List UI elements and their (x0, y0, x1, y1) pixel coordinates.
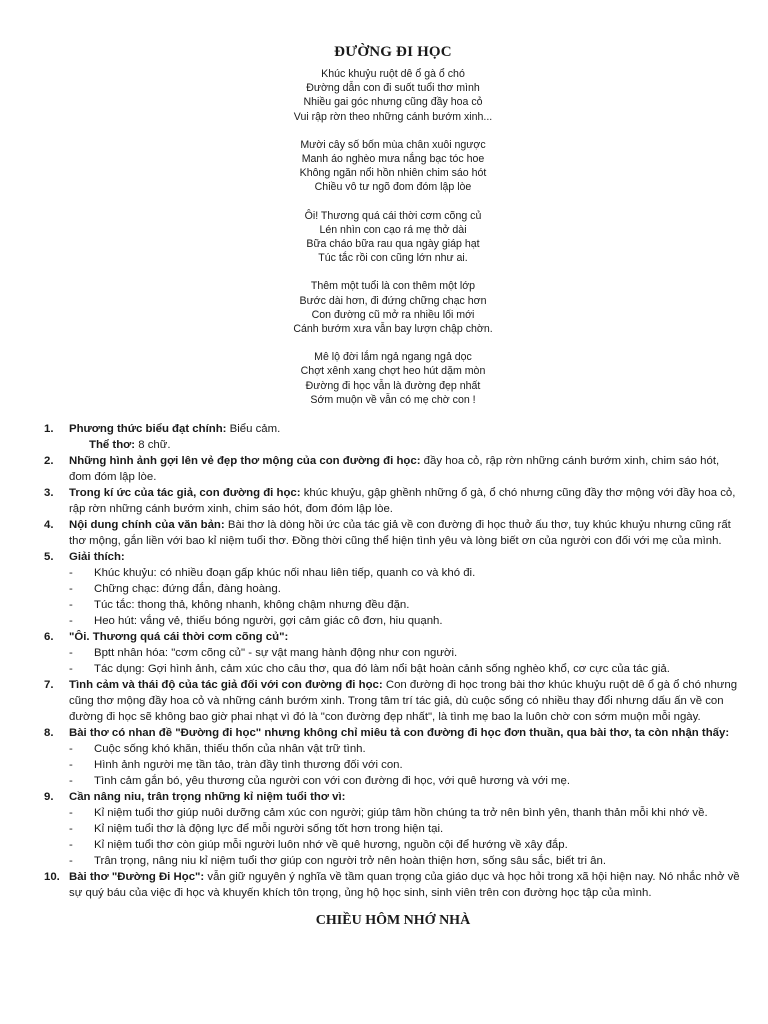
bullet-item (69, 757, 742, 773)
bullet-list (69, 741, 742, 789)
item-number: 10. (44, 871, 60, 884)
item-question: Nội dung chính của văn bản: (69, 519, 225, 532)
bullet-item (69, 853, 742, 869)
item-number: 4. (44, 519, 54, 532)
bullet-text: Trân trọng, nâng niu kỉ niệm tuổi thơ giúp con người trở nên hoàn thiện hơn, sống sâu sắc, biết tri ân. (94, 855, 606, 868)
dash-marker: - (69, 615, 73, 628)
item-number: 9. (44, 791, 54, 804)
item-answer: Biểu cảm. (226, 423, 281, 436)
poem-line: Mê lộ đời lắm ngả ngang ngả dọc (314, 351, 472, 364)
item-question: Những hình ảnh gợi lên vẻ đẹp thơ mộng của con đường đi học: (69, 455, 421, 468)
next-poem-title: CHIỀU HÔM NHỚ NHÀ (315, 913, 471, 929)
item-answer: vẫn giữ nguyên ý nghĩa về tầm quan trọng của giáo dục và học hỏi trong xã hội hiện nay. Nó nhắc nhở về sự quý báu của việc đi học và khuyến khích tôn trọng, ủng hộ học sinh, sinh viên trên con đường học tập của mình. (69, 871, 740, 900)
poem-stanza (44, 209, 742, 266)
subline-value: 8 chữ. (135, 439, 171, 452)
bullet-text: Tình cảm gắn bó, yêu thương của người con với con đường đi học, với quê hương và với mẹ. (94, 775, 571, 788)
list-item (44, 517, 742, 549)
poem-line: Mười cây số bốn mùa chân xuôi ngược (300, 138, 486, 151)
poem-line: Con đường cũ mở ra nhiều lối mới (311, 308, 475, 321)
item-text (69, 453, 742, 485)
bullet-item (69, 581, 742, 597)
list-item (44, 629, 742, 677)
poem-line: Đường đi học vẫn là đường đẹp nhất (305, 379, 481, 392)
poem-line: Không ngăn nổi hồn nhiên chim sáo hót (299, 167, 487, 180)
poem-line: Bữa cháo bữa rau qua ngày giáp hạt (306, 238, 480, 251)
dash-marker: - (69, 743, 73, 756)
poem-title: ĐƯỜNG ĐI HỌC (334, 44, 452, 60)
item-question: Trong kí ức của tác giả, con đường đi học: (69, 487, 301, 500)
item-question: Cần nâng niu, trân trọng những kỉ niệm tuổi thơ vì: (69, 791, 346, 804)
bullet-item (69, 837, 742, 853)
bullet-item (69, 821, 742, 837)
dash-marker: - (69, 839, 73, 852)
poem-stanza (44, 67, 742, 124)
poem-line: Đường dẫn con đi suốt tuổi thơ mình (306, 82, 480, 95)
dash-marker: - (69, 599, 73, 612)
poem-line: Vui rập rờn theo những cánh bướm xinh... (293, 110, 493, 123)
poem-line: Lén nhìn con cạo rá mẹ thở dài (319, 223, 467, 236)
bullet-item (69, 613, 742, 629)
bullet-text: Túc tắc: thong thả, không nhanh, không chậm nhưng đều đặn. (94, 599, 410, 612)
list-item (44, 453, 742, 485)
question-answer-list (44, 421, 742, 901)
bullet-item (69, 597, 742, 613)
item-question: Tình cảm và thái độ của tác giả đối với con đường đi học: (69, 679, 383, 692)
item-question: Bài thơ "Đường Đi Học": (69, 871, 205, 884)
bullet-text: Cuộc sống khó khăn, thiếu thốn của nhân vật trữ tình. (94, 743, 366, 756)
poem-stanza (44, 138, 742, 195)
item-text (69, 677, 742, 725)
list-item (44, 677, 742, 725)
bullet-text: Heo hút: vắng vẻ, thiếu bóng người, gợi cảm giác cô đơn, hiu quạnh. (94, 615, 443, 628)
dash-marker: - (69, 583, 73, 596)
item-number: 3. (44, 487, 54, 500)
item-text (69, 789, 742, 805)
poem-line: Khúc khuỷu ruột dê ổ gà ổ chó (321, 68, 465, 80)
bullet-text: Kỉ niệm tuổi thơ còn giúp mỗi người luôn nhớ về quê hương, nguồn cội để hướng về xây đắp. (94, 839, 568, 852)
list-item (44, 549, 742, 629)
item-number: 5. (44, 551, 54, 564)
bullet-text: Kỉ niệm tuổi thơ giúp nuôi dưỡng cảm xúc con người; giúp tâm hồn chúng ta trở nên bình yên, thanh thản mỗi khi nhớ về. (94, 807, 708, 820)
dash-marker: - (69, 823, 73, 836)
item-answer: đầy hoa cỏ, rập rờn những cánh bướm xinh, chim sáo hót, đom đóm lập lòe. (69, 455, 720, 484)
list-item (44, 789, 742, 869)
bullet-text: Hình ảnh người mẹ tần tảo, tràn đầy tình thương đối với con. (94, 759, 403, 772)
poem-line: Ôi! Thương quá cái thời cơm cõng củ (304, 209, 482, 222)
item-text (69, 485, 742, 517)
item-question: Bài thơ có nhan đề "Đường đi học" nhưng không chỉ miêu tả con đường đi học đơn thuần, qua bài thơ, ta còn nhận thấy: (69, 727, 730, 740)
item-text (69, 869, 742, 901)
dash-marker: - (69, 855, 73, 868)
item-question: Phương thức biểu đạt chính: (69, 423, 227, 436)
poem-line: Túc tắc rồi con cũng lớn như ai. (318, 252, 468, 265)
item-text (69, 549, 742, 565)
item-number: 2. (44, 455, 54, 468)
poem-line: Sớm muộn về vẫn có mẹ chờ con ! (310, 393, 476, 406)
list-item (44, 725, 742, 789)
item-text (69, 725, 742, 741)
poem-line: Chợt xênh xang chợt heo hút dặm mòn (300, 365, 486, 378)
dash-marker: - (69, 647, 73, 660)
item-number: 6. (44, 631, 54, 644)
bullet-text: Bptt nhân hóa: "cơm cõng củ" - sự vật mang hành động như con người. (94, 647, 458, 660)
item-subline (69, 437, 742, 453)
poem-line: Chiều vô tư ngõ đom đóm lập lòe (314, 181, 472, 194)
list-item (44, 485, 742, 517)
bullet-text: Kỉ niệm tuổi thơ là động lực để mỗi người sống tốt hơn trong hiện tại. (94, 823, 444, 836)
poem-line: Manh áo nghèo mưa nắng bạc tóc hoe (301, 153, 485, 166)
poem-stanza (44, 279, 742, 336)
bullet-text: Tác dụng: Gợi hình ảnh, cảm xúc cho câu thơ, qua đó làm nổi bật hoàn cảnh sống nghèo khổ, cơ cực của tác giả. (94, 663, 670, 676)
dash-marker: - (69, 775, 73, 788)
item-text (69, 629, 742, 645)
dash-marker: - (69, 759, 73, 772)
bullet-item (69, 565, 742, 581)
bullet-item (69, 805, 742, 821)
poem-body (44, 67, 742, 407)
poem-line: Cánh bướm xưa vẫn bay lượn chập chờn. (293, 323, 493, 336)
item-answer: Bài thơ là dòng hồi ức của tác giả về con đường đi học thuở ấu thơ, tuy khúc khuỷu nhưng cũng rất thơ mộng, gắn liền với bao kỉ niệm tuổi thơ. Đồng thời cũng thể hiện tình yêu và lòng biết ơn của người con đối với mẹ của mình. (69, 519, 731, 548)
dash-marker: - (69, 567, 73, 580)
list-item (44, 421, 742, 453)
list-item (44, 869, 742, 901)
bullet-item (69, 773, 742, 789)
poem-line: Thêm một tuổi là con thêm một lớp (310, 280, 476, 293)
bullet-item (69, 741, 742, 757)
poem-line: Nhiều gai góc nhưng cũng đầy hoa cỏ (303, 96, 483, 109)
bullet-text: Khúc khuỷu: có nhiều đoạn gấp khúc nối nhau liên tiếp, quanh co và khó đi. (94, 567, 476, 580)
bullet-item (69, 645, 742, 661)
dash-marker: - (69, 807, 73, 820)
poem-line: Bước dài hơn, đi đứng chững chạc hơn (299, 294, 487, 307)
dash-marker: - (69, 663, 73, 676)
bullet-text: Chững chạc: đứng đắn, đàng hoàng. (94, 583, 281, 596)
item-number: 7. (44, 679, 54, 692)
item-text (69, 421, 742, 437)
item-answer: khúc khuỷu, gập ghềnh những ổ gà, ổ chó nhưng cũng đầy thơ mộng với đầy hoa cỏ, rập rờn những cánh bướm xinh, chim sáo hót, đom đóm lập lòe. (69, 487, 736, 516)
item-number: 8. (44, 727, 54, 740)
item-question: "Ôi. Thương quá cái thời cơm cõng củ": (69, 631, 289, 644)
item-question: Giải thích: (69, 551, 125, 564)
subline-label: Thể thơ: (89, 439, 136, 452)
poem-stanza (44, 350, 742, 407)
bullet-list (69, 645, 742, 677)
bullet-item (69, 661, 742, 677)
item-text (69, 517, 742, 549)
bullet-list (69, 805, 742, 869)
item-answer: Con đường đi học trong bài thơ khúc khuỷu ruột dê ổ gà ổ chó nhưng cũng thơ mộng đầy hoa cỏ và những cánh bướm xinh. Trong tâm trí tác giả, dù cuộc sống có nhiều thay đổi nhưng dấu ấn về con đường đi học sẽ không bao giờ phai nhạt vì đó là "con đường đẹp nhất", là tình mẹ bao la luôn chờ con sớm muộn mỗi ngày. (69, 679, 738, 724)
bullet-list (69, 565, 742, 629)
item-number: 1. (44, 423, 54, 436)
